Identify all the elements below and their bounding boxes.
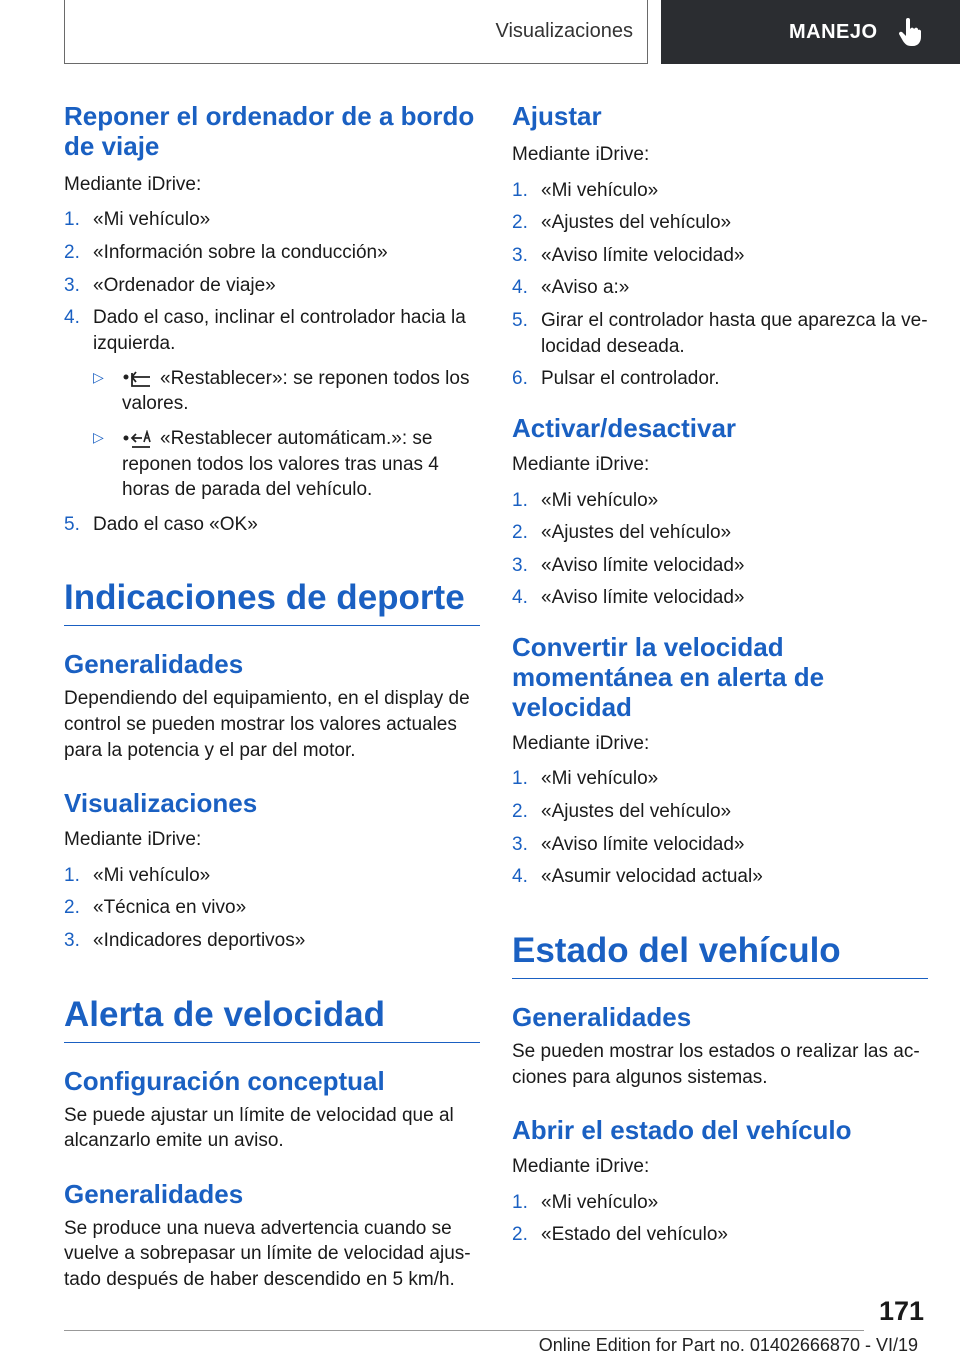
body-text: Dependiendo del equipamiento, en el display de control se pueden mostrar los valores actuales para la potencia y el par del motor. xyxy=(64,688,470,761)
intro-text: Mediante iDrive: xyxy=(512,1156,650,1178)
subheading-toggle: Activar/desactivar xyxy=(512,413,737,444)
body-text: Se puede ajustar un límite de velocidad que al alcanzarlo emite un aviso. xyxy=(64,1104,454,1152)
list-item: 1. «Mi vehículo» xyxy=(512,179,659,201)
list-item: 3. «Indicadores deportivos» xyxy=(64,930,306,952)
subheading-convert-speed: Convertir la velocidad momentánea en alerta de velocidad xyxy=(512,632,825,722)
list-item: 1. «Mi vehículo» xyxy=(64,864,211,886)
sub-item-auto-reset: ▷ «Restablecer automáticam.»: se reponen todos los valores tras unas 4 horas de parada del vehículo. xyxy=(93,427,439,501)
list-item: 6. Pulsar el controlador. xyxy=(512,368,720,390)
auto-reset-icon xyxy=(122,430,152,448)
list-item: 3. «Aviso límite velocidad» xyxy=(512,833,745,855)
list-item: 2. «Estado del vehículo» xyxy=(512,1224,728,1246)
list-item: 2. «Ajustes del vehículo» xyxy=(512,522,732,544)
intro-text: Mediante iDrive: xyxy=(64,173,202,195)
steps-list-open-state xyxy=(512,1190,928,1248)
subheading-general-2: Generalidades xyxy=(64,1178,244,1209)
steps-list-reset-cont xyxy=(64,512,480,538)
steps-list-toggle xyxy=(512,488,928,612)
list-item: 2. «Información sobre la conducción» xyxy=(64,242,388,264)
reset-icon xyxy=(122,370,152,388)
intro-text: Mediante iDrive: xyxy=(512,453,650,475)
section-tab-label: Visualizaciones xyxy=(495,20,633,42)
steps-list-convert xyxy=(512,766,928,890)
intro-text: Mediante iDrive: xyxy=(512,732,650,754)
steps-list-reset xyxy=(64,207,480,356)
list-item: 5. Dado el caso «OK» xyxy=(64,513,258,535)
intro-text: Mediante iDrive: xyxy=(512,143,650,165)
list-item: 3. «Aviso límite velocidad» xyxy=(512,554,745,576)
hand-pointer-icon xyxy=(898,18,922,46)
triangle-bullet-icon: ▷ xyxy=(93,368,104,385)
page-number: 171 xyxy=(878,1296,924,1326)
steps-list-adjust xyxy=(512,178,928,392)
list-item: 1. «Mi vehículo» xyxy=(512,768,659,790)
left-column xyxy=(64,102,480,1293)
section-tab xyxy=(64,0,648,64)
heading-speed-alert: Alerta de velocidad xyxy=(64,994,480,1043)
section-title-reset-trip: Reponer el ordenador de a bordo de viaje xyxy=(64,101,475,161)
subheading-adjust: Ajustar xyxy=(512,101,602,131)
heading-sport: Indicaciones de deporte xyxy=(64,577,480,626)
subheading-general-3: Generalidades xyxy=(512,1001,692,1032)
subheading-concept: Configuración conceptual xyxy=(64,1065,385,1096)
subheading-open-state: Abrir el estado del vehículo xyxy=(512,1115,852,1146)
list-item: 2. «Ajustes del vehículo» xyxy=(512,212,732,234)
list-item: 5. Girar el controlador hasta que aparezca la velocidad deseada. xyxy=(512,310,928,357)
list-item: 4. «Aviso a:» xyxy=(512,277,630,299)
list-item: 3. «Ordenador de viaje» xyxy=(64,274,276,296)
list-item: 1. «Mi vehículo» xyxy=(64,209,211,231)
list-item: 1. «Mi vehículo» xyxy=(512,1191,659,1213)
list-item: 4. Dado el caso, inclinar el controlador hacia la izquierda. xyxy=(64,307,466,354)
heading-vehicle-state: Estado del vehículo xyxy=(512,930,928,979)
right-column xyxy=(512,102,928,1248)
triangle-bullet-icon: ▷ xyxy=(93,428,104,445)
list-item: 3. «Aviso límite velocidad» xyxy=(512,244,745,266)
subheading-general-1: Generalidades xyxy=(64,649,244,680)
sub-item-reset: ▷ «Restablecer»: se reponen todos los valores. xyxy=(93,367,470,415)
list-item: 4. «Asumir velocidad actual» xyxy=(512,866,763,888)
chapter-tab xyxy=(661,0,960,64)
list-item: 1. «Mi vehículo» xyxy=(512,489,659,511)
list-item: 4. «Aviso límite velocidad» xyxy=(512,587,745,609)
intro-text: Mediante iDrive: xyxy=(64,829,202,851)
footer-edition: Online Edition for Part no. 01402666870 - VI/19 xyxy=(538,1335,918,1355)
steps-list-displays xyxy=(64,863,480,954)
subheading-displays: Visualizaciones xyxy=(64,788,258,819)
footer-divider xyxy=(64,1330,864,1331)
body-text: Se pueden mostrar los estados o realizar las acciones para algunos sistemas. xyxy=(512,1040,920,1088)
body-text: Se produce una nueva advertencia cuando se vuelve a sobrepasar un límite de velocidad ajustado después de haber descendido en 5 km/h. xyxy=(64,1217,471,1291)
chapter-tab-label: MANEJO xyxy=(789,20,878,43)
list-item: 2. «Técnica en vivo» xyxy=(64,897,247,919)
list-item: 2. «Ajustes del vehículo» xyxy=(512,801,732,823)
